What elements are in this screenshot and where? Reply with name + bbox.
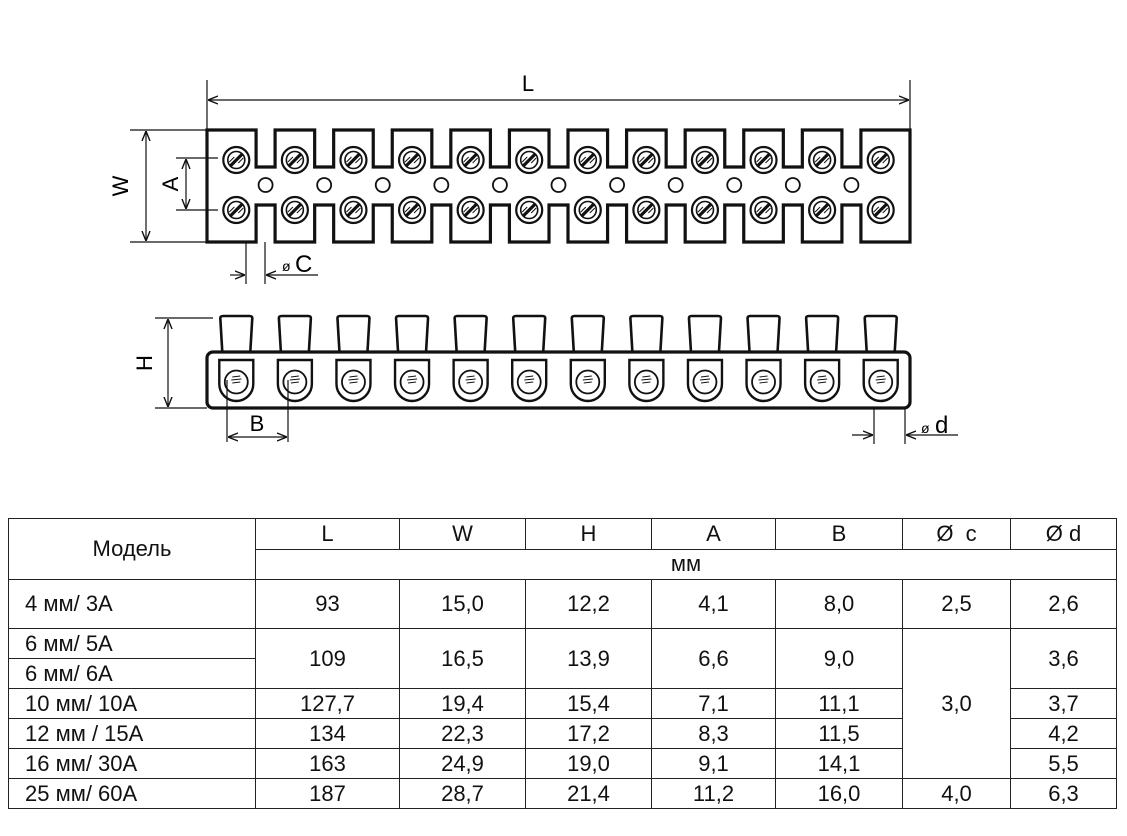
screw-icon [692, 147, 718, 173]
value-W: 19,4 [400, 689, 526, 719]
wire-entry-icon [805, 360, 839, 401]
terminal-tab [572, 316, 604, 352]
wire-entry-icon [864, 360, 898, 401]
value-W: 22,3 [400, 719, 526, 749]
value-L: 127,7 [256, 689, 400, 719]
wire-entry-icon [395, 360, 429, 401]
header-model: Модель [9, 519, 256, 580]
header-unit: мм [256, 549, 1117, 580]
model-cell: 25 мм/ 60А [9, 779, 256, 809]
value-A: 6,6 [652, 629, 776, 689]
screw-icon [516, 147, 542, 173]
value-L: 187 [256, 779, 400, 809]
terminal-tab [455, 316, 487, 352]
dimension-d [852, 408, 958, 444]
value-H: 19,0 [526, 749, 652, 779]
value-H: 12,2 [526, 580, 652, 629]
terminal-tab [630, 316, 662, 352]
screw-icon [399, 147, 425, 173]
value-L: 109 [256, 629, 400, 689]
label-L: L [521, 71, 535, 96]
screw-icon [809, 147, 835, 173]
screw-icon [399, 197, 425, 223]
screw-icon [751, 197, 777, 223]
screw-icon [340, 147, 366, 173]
dimension-L [207, 71, 910, 130]
value-A: 11,2 [652, 779, 776, 809]
label-d: d [935, 412, 949, 439]
label-H: H [132, 355, 157, 371]
mounting-hole [786, 178, 800, 192]
screw-icon [223, 197, 249, 223]
value-B: 16,0 [776, 779, 903, 809]
value-B: 14,1 [776, 749, 903, 779]
value-A: 4,1 [652, 580, 776, 629]
model-cell: 10 мм/ 10А [9, 689, 256, 719]
mounting-hole [844, 178, 858, 192]
terminal-tab [279, 316, 311, 352]
mounting-hole [259, 178, 273, 192]
screw-icon [575, 147, 601, 173]
screw-icon [340, 197, 366, 223]
dimension-H [132, 318, 213, 408]
value-H: 15,4 [526, 689, 652, 719]
mounting-hole [493, 178, 507, 192]
wire-entry-icon [454, 360, 488, 401]
value-d: 5,5 [1011, 749, 1117, 779]
dimension-C [230, 242, 318, 284]
model-cell: 4 мм/ 3А [9, 580, 256, 629]
wire-entry-icon [336, 360, 370, 401]
terminal-tab [396, 316, 428, 352]
screw-icon [692, 197, 718, 223]
screw-icon [868, 147, 894, 173]
value-A: 9,1 [652, 749, 776, 779]
top-view [207, 130, 910, 242]
value-W: 15,0 [400, 580, 526, 629]
wire-entry-icon [278, 360, 312, 401]
value-d: 6,3 [1011, 779, 1117, 809]
value-B: 11,5 [776, 719, 903, 749]
wire-entry-icon [629, 360, 663, 401]
screw-icon [516, 197, 542, 223]
screw-icon [868, 197, 894, 223]
mounting-hole [727, 178, 741, 192]
value-d: 3,6 [1011, 629, 1117, 689]
dimensions-table [8, 518, 1117, 809]
screw-icon [282, 197, 308, 223]
terminal-tab [337, 316, 369, 352]
label-B: B [249, 411, 265, 436]
wire-entry-icon [512, 360, 546, 401]
screw-icon [575, 197, 601, 223]
value-L: 93 [256, 580, 400, 629]
mounting-hole [669, 178, 683, 192]
label-W: W [108, 175, 133, 197]
terminal-tab [865, 316, 897, 352]
mounting-hole [317, 178, 331, 192]
terminal-tab [513, 316, 545, 352]
value-c: 3,0 [903, 629, 1011, 779]
header-W: W [400, 519, 526, 550]
label-A: A [158, 176, 183, 192]
value-d: 4,2 [1011, 719, 1117, 749]
header-A: A [652, 519, 776, 550]
wire-entry-icon [747, 360, 781, 401]
wire-entry-icon [571, 360, 605, 401]
header-H: H [526, 519, 652, 550]
header-d: Ø d [1011, 519, 1117, 550]
header-L: L [256, 519, 400, 550]
value-B: 11,1 [776, 689, 903, 719]
terminal-tab [748, 316, 780, 352]
mounting-hole [610, 178, 624, 192]
label-C-prefix: ø [282, 258, 291, 274]
mounting-hole [376, 178, 390, 192]
label-C: C [295, 251, 313, 278]
terminal-tab [220, 316, 252, 352]
value-d: 2,6 [1011, 580, 1117, 629]
table-row [9, 580, 1117, 629]
model-cell: 6 мм/ 5А [9, 629, 256, 659]
model-cell: 12 мм / 15А [9, 719, 256, 749]
model-cell: 6 мм/ 6А [9, 659, 256, 689]
value-L: 163 [256, 749, 400, 779]
value-A: 8,3 [652, 719, 776, 749]
table-row [9, 779, 1117, 809]
value-c: 4,0 [903, 779, 1011, 809]
value-L: 134 [256, 719, 400, 749]
value-W: 28,7 [400, 779, 526, 809]
wire-entry-icon [688, 360, 722, 401]
mounting-hole [434, 178, 448, 192]
screw-icon [809, 197, 835, 223]
side-view [207, 316, 910, 408]
header-B: B [776, 519, 903, 550]
model-cell: 16 мм/ 30А [9, 749, 256, 779]
screw-icon [633, 147, 659, 173]
value-B: 8,0 [776, 580, 903, 629]
screw-icon [223, 147, 249, 173]
screw-icon [633, 197, 659, 223]
value-W: 24,9 [400, 749, 526, 779]
value-H: 13,9 [526, 629, 652, 689]
terminal-tab [806, 316, 838, 352]
header-c: Ø c [903, 519, 1011, 550]
value-H: 21,4 [526, 779, 652, 809]
terminal-tab [689, 316, 721, 352]
screw-icon [458, 197, 484, 223]
screw-icon [282, 147, 308, 173]
value-A: 7,1 [652, 689, 776, 719]
value-B: 9,0 [776, 629, 903, 689]
screw-icon [458, 147, 484, 173]
value-W: 16,5 [400, 629, 526, 689]
mounting-hole [552, 178, 566, 192]
label-d-prefix: ø [921, 420, 930, 436]
table-row [9, 629, 1117, 659]
side-view-tabs [220, 316, 896, 352]
value-H: 17,2 [526, 719, 652, 749]
value-d: 3,7 [1011, 689, 1117, 719]
screw-icon [751, 147, 777, 173]
value-c: 2,5 [903, 580, 1011, 629]
wire-entry-icon [219, 360, 253, 401]
